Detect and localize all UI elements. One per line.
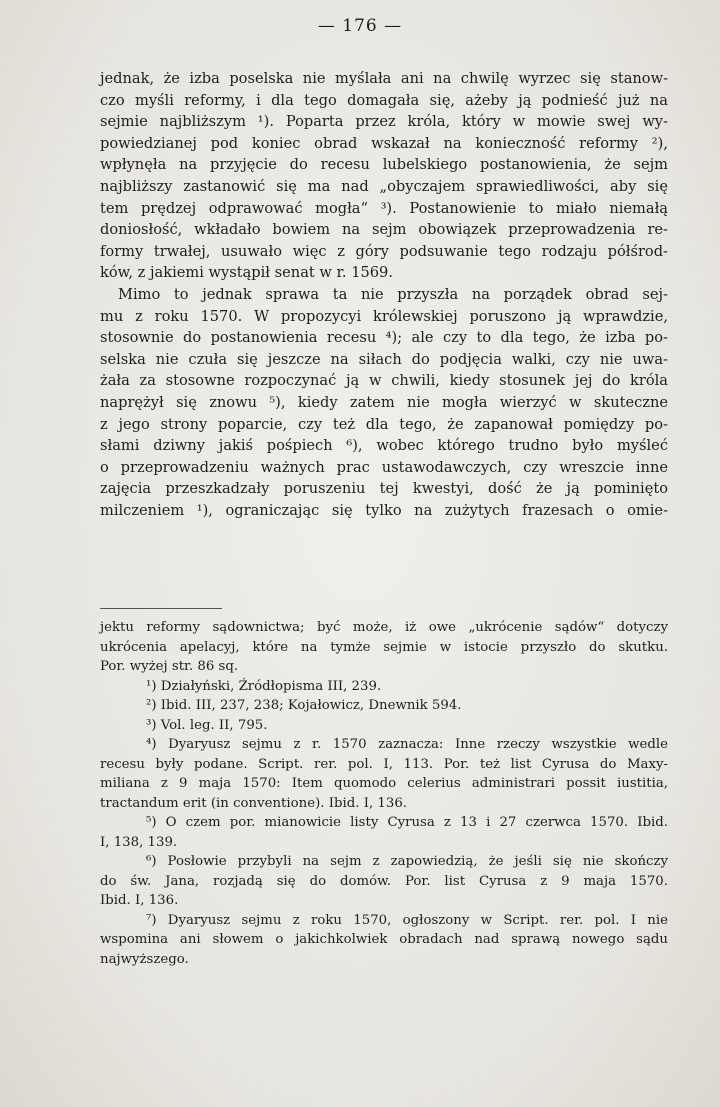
main-text-line: żała za stosowne rozpoczynać ją w chwili, kiedy stosunek jej do króla [100,372,668,390]
main-text-line: zajęcia przeszkadzały poruszeniu tej kwestyi, dość że ją pominięto [100,480,668,498]
main-text-line: selska nie czuła się jeszcze na siłach do podjęcia walki, czy nie uwa- [100,350,668,368]
footnote-line: ⁷) Dyaryusz sejmu z roku 1570, ogłoszony w Script. rer. pol. I nie [146,912,668,928]
footnote-line: recesu były podane. Script. rer. pol. I, 113. Por. też list Cyrusa do Maxy- [100,756,668,772]
main-text-line: sejmie najbliższym ¹). Poparta przez króla, który w mowie swej wy- [100,113,668,131]
main-text-line: ków, z jakiemi wystąpił senat w r. 1569. [100,264,393,282]
footnote-line: Ibid. I, 136. [100,893,179,908]
footnote-line: jektu reformy sądownictwa; być może, iż owe „ukrócenie sądów“ dotyczy [100,620,668,635]
main-text-line: doniosłość, wkładało bowiem na sejm obowiązek przeprowadzenia re- [100,221,668,239]
main-text-line: mu z roku 1570. W propozycyi królewskiej poruszono ją wprawdzie, [100,307,668,325]
footnote-line: tractandum erit (in conventione). Ibid. I, 136. [100,795,408,811]
footnotes [100,618,668,969]
main-text-line: słami dziwny jakiś pośpiech ⁶), wobec którego trudno było myśleć [100,437,668,455]
main-text-line: milczeniem ¹), ograniczając się tylko na zużytych frazesach o omie- [100,501,668,519]
main-text-line: powiedzianej pod koniec obrad wskazał na konieczność reformy ²), [100,134,668,152]
main-text-line: Mimo to jednak sprawa ta nie przyszła na porządek obrad sej- [118,285,668,303]
page-number: — 176 — [317,16,403,36]
main-text-line: formy trwałej, usuwało więc z góry podsuwanie tego rodzaju półśrod- [100,242,668,260]
footnote-line: Por. wyżej str. 86 sq. [100,659,239,674]
main-text [100,68,668,521]
main-text-line: stosownie do postanowienia recesu ⁴); ale czy to dla tego, że izba po- [100,329,668,347]
footnote-line: do św. Jana, rozjadą się do domów. Por. list Cyrusa z 9 maja 1570. [100,873,668,889]
footnote-line: ukrócenia apelacyj, które na tymże sejmie w istocie przyszło do skutku. [100,639,668,655]
main-text-line: o przeprowadzeniu ważnych prac ustawodawczych, czy wreszcie inne [100,458,668,476]
footnote-line: ⁴) Dyaryusz sejmu z r. 1570 zaznacza: Inne rzeczy wszystkie wedle [146,737,668,752]
main-text-line: z jego strony poparcie, czy też dla tego, że zapanował pomiędzy po- [100,415,668,433]
footnote-divider [100,608,222,609]
footnote-line: ³) Vol. leg. II, 795. [146,717,268,733]
main-text-line: wpłynęła na przyjęcie do recesu lubelskiego postanowienia, że sejm [100,156,668,174]
footnote-line: ⁶) Posłowie przybyli na sejm z zapowiedzią, że jeśli się nie skończy [146,854,668,869]
footnote-line: wspomina ani słowem o jakichkolwiek obradach nad sprawą nowego sądu [100,932,668,947]
footnote-line: najwyższego. [100,951,189,967]
footnote-line: ⁵) O czem por. mianowicie listy Cyrusa z 13 i 27 czerwca 1570. Ibid. [146,815,668,830]
footnote-line: miliana z 9 maja 1570: Item quomodo celerius administrari possit iustitia, [100,776,668,791]
footnote-line: I, 138, 139. [100,834,178,850]
footnote-line: ²) Ibid. III, 237, 238; Kojałowicz, Dnewnik 594. [146,698,462,713]
main-text-line: czo myśli reformy, i dla tego domagała się, ażeby ją podnieść już na [100,91,668,109]
footnote-line: ¹) Działyński, Źródłopisma III, 239. [146,678,382,694]
main-text-line: tem prędzej odprawować mogła“ ³). Postanowienie to miało niemałą [100,199,668,217]
main-text-line: jednak, że izba poselska nie myślała ani na chwilę wyrzec się stanow- [100,70,668,87]
main-text-line: najbliższy zastanowić się ma nad „obyczajem sprawiedliwości, aby się [100,177,668,195]
main-text-line: naprężył się znowu ⁵), kiedy zatem nie mogła wierzyć w skuteczne [100,393,668,411]
